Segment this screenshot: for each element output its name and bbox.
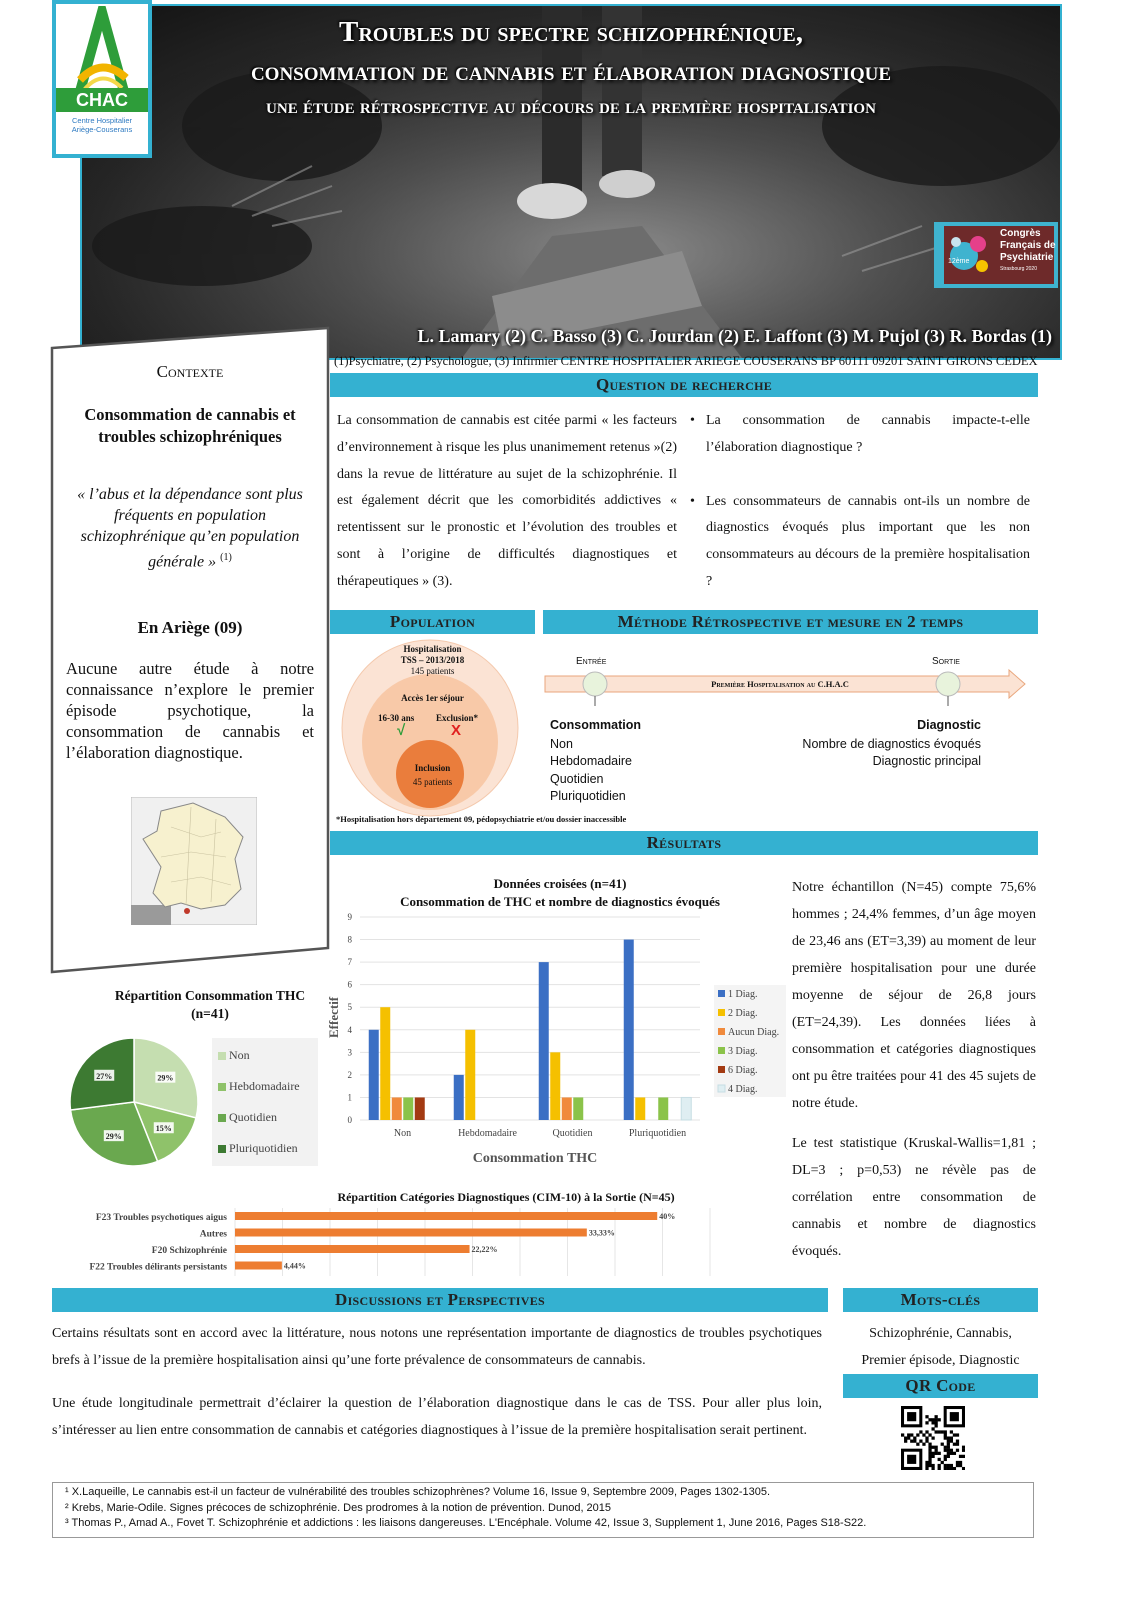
y-tick-label: 5 <box>347 1002 352 1013</box>
consommation-item: Pluriquotidien <box>550 788 626 803</box>
qr-module <box>907 1436 910 1439</box>
pie-chart-title <box>60 987 360 1023</box>
question-bullet-2: • Les consommateurs de cannabis ont-ils un nombre de diagnostics évoqués plus important que les non consommateurs au décours de la première hospitalisation ? <box>690 493 1030 589</box>
qr-module <box>928 1452 931 1455</box>
methode-entree: Entrée <box>576 656 607 667</box>
motscles-text <box>843 1320 1038 1374</box>
congress-edition: 12ème <box>948 258 970 265</box>
qr-module <box>953 1467 956 1470</box>
qr-module <box>925 1467 928 1470</box>
legend-swatch <box>718 1047 725 1054</box>
qr-module <box>925 1436 928 1439</box>
qr-module <box>919 1440 922 1443</box>
qr-module <box>947 1443 950 1446</box>
question-heading: Question de recherche <box>330 373 1038 397</box>
qr-module <box>919 1430 922 1433</box>
qr-module <box>947 1455 950 1458</box>
qr-module <box>947 1467 950 1470</box>
y-tick-label: 7 <box>347 957 352 968</box>
contexte-heading: Contexte <box>156 362 224 381</box>
population-age: 16-30 ans <box>378 713 415 723</box>
pie-legend-label: Non <box>229 1048 250 1062</box>
population-outer-line3: 145 patients <box>410 666 455 676</box>
qr-module <box>922 1443 925 1446</box>
x-tick-label: Pluriquotidien <box>628 1128 687 1139</box>
qr-module <box>928 1418 931 1421</box>
resultats-heading: Résultats <box>330 831 1038 855</box>
qr-module <box>938 1418 941 1421</box>
qr-module <box>947 1452 950 1455</box>
x-tick-label: Quotidien <box>552 1128 593 1139</box>
diagnostic-item: Diagnostic principal <box>872 754 981 769</box>
qr-module <box>959 1455 962 1458</box>
diagnostic-item: Nombre de diagnostics évoqués <box>802 737 981 751</box>
hbar-category-label: F20 Schizophrénie <box>151 1246 227 1256</box>
bar-chart-legend <box>714 985 786 1097</box>
qr-module <box>907 1433 910 1436</box>
bar-chart-subtitle: Consommation de THC et nombre de diagnostics évoqués <box>400 894 720 909</box>
y-tick-label: 6 <box>347 979 352 990</box>
qr-module <box>913 1436 916 1439</box>
qr-module <box>910 1440 913 1443</box>
qr-module <box>935 1418 938 1421</box>
x-tick-label: Non <box>393 1128 412 1139</box>
consommation-item: Quotidien <box>550 771 604 786</box>
qr-module <box>947 1449 950 1452</box>
hbar-value-label: 33,33% <box>588 1228 615 1238</box>
qr-module <box>925 1461 928 1464</box>
hbar-category-label: F22 Troubles délirants persistants <box>89 1262 227 1273</box>
pie-legend-swatch <box>218 1052 226 1060</box>
pie-value-label: 27% <box>96 1071 113 1081</box>
qr-module <box>944 1430 947 1433</box>
pie-legend-item <box>218 1110 277 1125</box>
population-outer-line1: Hospitalisation <box>403 644 462 654</box>
france-map <box>131 797 257 925</box>
qr-module <box>928 1458 931 1461</box>
qr-code[interactable] <box>901 1406 965 1470</box>
qr-module <box>962 1449 965 1452</box>
qr-module <box>953 1452 956 1455</box>
affiliations: (1)Psychiatre, (2) Psychologue, (3) Infirmier CENTRE HOSPITALIER ARIEGE COUSERANS BP 60111 09201 SAINT GIRONS CEDEX <box>334 354 1038 368</box>
diagnostic-title: Diagnostic <box>917 718 981 732</box>
hbar <box>235 1245 470 1253</box>
population-outer-line2: TSS – 2013/2018 <box>400 655 465 665</box>
qr-module <box>947 1446 950 1449</box>
y-tick-label: 9 <box>347 912 352 922</box>
congress-line2: Français de <box>1000 240 1056 251</box>
motscles-line1: Schizophrénie, Cannabis, <box>869 1326 1012 1341</box>
bar <box>539 962 549 1120</box>
bar <box>624 940 634 1120</box>
bar <box>392 1097 402 1120</box>
methode-arrow-label: Première Hospitalisation au C.H.A.C <box>711 679 849 689</box>
qr-module <box>928 1443 931 1446</box>
qr-module <box>944 1449 947 1452</box>
pie-legend-item <box>218 1141 298 1156</box>
qr-module <box>925 1421 928 1424</box>
qr-module <box>925 1415 928 1418</box>
pie-chart-title-text: Répartition Consommation THC <box>114 988 306 1003</box>
pie-legend-item <box>218 1048 250 1063</box>
bar-chart <box>330 905 790 1170</box>
qr-module <box>910 1433 913 1436</box>
bar-chart-title: Données croisées (n=41) <box>493 876 627 891</box>
title-line-2: consommation de cannabis et élaboration diagnostique <box>250 56 892 86</box>
pie-value-label: 29% <box>105 1132 122 1142</box>
header-banner <box>80 4 1062 360</box>
qr-module <box>925 1440 928 1443</box>
pie-legend-label: Quotidien <box>229 1110 277 1124</box>
bar <box>658 1097 668 1120</box>
legend-swatch <box>718 1085 725 1092</box>
qr-heading: QR Code <box>843 1374 1038 1398</box>
qr-module <box>959 1461 962 1464</box>
hbar-value-label: 22,22% <box>471 1245 498 1254</box>
qr-module <box>931 1446 934 1449</box>
methode-heading: Méthode Rétrospective et mesure en 2 temps <box>543 610 1038 634</box>
congress-line1: Congrès <box>1000 228 1041 239</box>
pie-legend-item <box>218 1079 300 1094</box>
references-box <box>52 1482 1034 1538</box>
qr-module <box>931 1452 934 1455</box>
qr-module <box>925 1464 928 1467</box>
qr-module <box>935 1449 938 1452</box>
qr-module <box>956 1449 959 1452</box>
chac-logo-line1: Centre Hospitalier <box>71 116 133 125</box>
hbar-category-label: Autres <box>199 1229 227 1240</box>
qr-module <box>944 1455 947 1458</box>
question-bullet-1: • La consommation de cannabis impacte-t-elle l’élaboration diagnostique ? <box>690 413 1030 455</box>
qr-module <box>935 1424 938 1427</box>
qr-module <box>944 1458 947 1461</box>
qr-module <box>916 1443 919 1446</box>
reference-item: ² Krebs, Marie-Odile. Signes précoces de schizophrénie. Des prodromes à la notion de prévention. Dunod, 2015 <box>65 1501 612 1514</box>
consommation-list <box>550 736 632 805</box>
qr-module <box>928 1433 931 1436</box>
qr-module <box>922 1433 925 1436</box>
bar <box>415 1097 425 1120</box>
qr-module <box>928 1464 931 1467</box>
population-inner-line1: Inclusion <box>414 763 451 773</box>
hbar-chart-title: Répartition Catégories Diagnostiques (CIM-10) à la Sortie (N=45) <box>337 1190 675 1204</box>
pie-legend-swatch <box>218 1083 226 1091</box>
qr-module <box>941 1461 944 1464</box>
qr-module <box>928 1455 931 1458</box>
legend-swatch <box>718 1009 725 1016</box>
population-footnote: *Hospitalisation hors département 09, pédopsychiatrie et/ou dossier inaccessible <box>336 814 627 824</box>
bar <box>465 1030 475 1120</box>
qr-module <box>931 1467 934 1470</box>
qr-module <box>962 1467 965 1470</box>
qr-module <box>931 1421 934 1424</box>
qr-module <box>931 1455 934 1458</box>
qr-module <box>956 1461 959 1464</box>
chac-logo-line2: Ariège-Couserans <box>71 125 133 134</box>
qr-module <box>904 1436 907 1439</box>
pie-legend-label: Hebdomadaire <box>229 1079 300 1093</box>
legend-label: 4 Diag. <box>728 1084 758 1095</box>
consommation-title: Consommation <box>550 718 641 732</box>
y-tick-label: 4 <box>347 1024 352 1035</box>
x-tick-label: Hebdomadaire <box>458 1128 517 1139</box>
qr-module <box>950 1467 953 1470</box>
bar <box>380 1007 390 1120</box>
qr-module <box>901 1433 904 1436</box>
qr-module <box>944 1436 947 1439</box>
reference-item: ³ Thomas P., Amad A., Fovet T. Schizophrénie et addictions : les liaisons dangereuses. L'Encéphale. Volume 42, Issue 3, Supplement 1, June 2016, Pages S18-S22. <box>65 1517 867 1529</box>
qr-module <box>962 1446 965 1449</box>
qr-module <box>947 1464 950 1467</box>
hbar-chart <box>50 1206 780 1278</box>
qr-module <box>956 1464 959 1467</box>
title-line-1: Troubles du spectre schizophrénique, <box>339 16 803 48</box>
y-tick-label: 8 <box>347 934 352 945</box>
qr-module <box>931 1436 934 1439</box>
qr-module <box>953 1433 956 1436</box>
bar <box>635 1097 645 1120</box>
contexte-subheading: Consommation de cannabis et troubles schizophréniques <box>84 405 296 446</box>
bar <box>454 1075 464 1120</box>
congress-logo <box>934 222 1058 288</box>
hbar-value-label: 40% <box>659 1212 676 1221</box>
qr-module <box>925 1430 928 1433</box>
title-line-3: une étude rétrospective au décours de la première hospitalisation <box>266 94 876 118</box>
legend-label: 2 Diag. <box>728 1008 758 1019</box>
qr-module <box>928 1446 931 1449</box>
bar <box>403 1097 413 1120</box>
qr-module <box>931 1464 934 1467</box>
congress-place: Strasbourg 2020 <box>1000 266 1037 272</box>
population-heading: Population <box>330 610 535 634</box>
qr-module <box>938 1464 941 1467</box>
pie-value-label: 29% <box>157 1073 174 1083</box>
region-text: Aucune autre étude à notre connaissance n’explore le premier épisode psychotique, la consommation de cannabis et l’élaboration diagnostique. <box>66 659 314 762</box>
legend-swatch <box>718 1066 725 1073</box>
check-icon: √ <box>397 722 406 739</box>
discussion-heading: Discussions et Perspectives <box>52 1288 828 1312</box>
question-text: La consommation de cannabis est citée parmi « les facteurs d’environnement à risque les plus unanimement retenus »(2) dans la revue de littérature au sujet de la schizophrénie. Il est également décrit que les comorbidités addictives « retentissent sur le pronostic et l’évolution des troubles et sont à l’origine de difficultés diagnostiques et thérapeutiques » (3). <box>337 413 677 589</box>
qr-module <box>950 1436 953 1439</box>
legend-label: 3 Diag. <box>728 1046 758 1057</box>
consommation-item: Hebdomadaire <box>550 754 632 769</box>
bar-chart-ylabel: Effectif <box>326 996 341 1038</box>
qr-module <box>938 1430 941 1433</box>
legend-swatch <box>718 990 725 997</box>
legend-label: 1 Diag. <box>728 989 758 1000</box>
reference-item: ¹ X.Laqueille, Le cannabis est-il un facteur de vulnérabilité des troubles schizophrènes? Volume 16, Issue 9, Septembre 2009, Pages 1302-1305. <box>65 1486 771 1498</box>
congress-line3: Psychiatrie <box>1000 252 1054 263</box>
diagnostic-list <box>760 736 981 771</box>
qr-finder-core <box>907 1455 916 1464</box>
qr-module <box>950 1440 953 1443</box>
qr-module <box>950 1430 953 1433</box>
hbar <box>235 1229 587 1237</box>
y-tick-label: 2 <box>347 1069 352 1080</box>
qr-module <box>935 1415 938 1418</box>
discussion-p2: Une étude longitudinale permettrait d’éclairer la question de l’élaboration diagnostique dans le cas de TSS. Pour aller plus loin, s’intéresser au lien entre consommation de cannabis et catégories diagnostiques à l’issue de la première hospitalisation serait pertinent. <box>52 1396 822 1438</box>
motscles-line2: Premier épisode, Diagnostic <box>861 1353 1020 1368</box>
qr-module <box>950 1464 953 1467</box>
qr-module <box>938 1452 941 1455</box>
qr-module <box>959 1464 962 1467</box>
qr-module <box>944 1464 947 1467</box>
chac-logo <box>52 0 152 158</box>
chac-logo-name: CHAC <box>56 88 148 112</box>
bar-chart-xlabel: Consommation THC <box>472 1151 598 1166</box>
cross-icon: X <box>451 722 462 739</box>
population-outer-label <box>330 644 535 677</box>
qr-module <box>947 1440 950 1443</box>
qr-module <box>904 1440 907 1443</box>
qr-module <box>938 1467 941 1470</box>
discussion-p1: Certains résultats sont en accord avec la littérature, nous notons une représentation importante de diagnostics de troubles psychotiques brefs à l’issue de la première hospitalisation ainsi qu’une forte prévalence de consommateurs de cannabis. <box>52 1326 822 1368</box>
qr-module <box>962 1455 965 1458</box>
qr-module <box>944 1446 947 1449</box>
qr-module <box>950 1449 953 1452</box>
qr-module <box>944 1467 947 1470</box>
hbar-category-label: F23 Troubles psychotiques aigus <box>95 1213 227 1223</box>
qr-module <box>944 1433 947 1436</box>
hbar <box>235 1212 657 1220</box>
pie-chart <box>62 1030 212 1170</box>
population-exclusion: Exclusion* <box>436 713 479 723</box>
motscles-heading: Mots-clés <box>843 1288 1038 1312</box>
contexte-quote: « l’abus et la dépendance sont plus fréquents en population schizophrénique qu’en population générale » $^{(1)}$ <box>77 486 303 571</box>
pie-value-label: 15% <box>155 1124 172 1134</box>
resultats-text-1: Notre échantillon (N=45) compte 75,6% hommes ; 24,4% femmes, d’un âge moyen de 23,46 ans (ET=3,39) au moment de leur première hospitalisation pour une durée moyenne de séjour de 26,8 jours (ET=24,39). Les données liées à consommation et catégories diagnostiques ont pu être traitées pour 41 des 45 sujets de notre étude. <box>792 880 1036 1111</box>
qr-module <box>938 1458 941 1461</box>
qr-module <box>941 1430 944 1433</box>
hbar-value-label: 4,44% <box>283 1261 306 1271</box>
pie-chart-subtitle: (n=41) <box>191 1006 229 1021</box>
pie-chart-legend <box>212 1038 318 1166</box>
legend-label: Aucun Diag. <box>728 1027 780 1038</box>
y-tick-label: 3 <box>347 1047 352 1058</box>
methode-sortie: Sortie <box>932 656 960 667</box>
qr-module <box>956 1440 959 1443</box>
pie-legend-swatch <box>218 1145 226 1153</box>
qr-finder-core <box>950 1412 959 1421</box>
question-bullets <box>690 408 1030 596</box>
bar <box>550 1052 560 1120</box>
bar <box>369 1030 379 1120</box>
qr-module <box>935 1452 938 1455</box>
pie-legend-label: Pluriquotidien <box>229 1141 298 1155</box>
bar <box>562 1097 572 1120</box>
qr-finder-core <box>907 1412 916 1421</box>
population-inner-label <box>330 761 535 789</box>
qr-module <box>935 1421 938 1424</box>
resultats-text-2: Le test statistique (Kruskal-Wallis=1,81 ; DL=3 ; p=0,53) ne révèle pas de corrélation entre consommation de cannabis et nombre de diagnostics évoqués. <box>792 1136 1036 1259</box>
legend-label: 6 Diag. <box>728 1065 758 1076</box>
qr-module <box>956 1433 959 1436</box>
population-inner-line2: 45 patients <box>412 777 453 787</box>
qr-module <box>941 1443 944 1446</box>
authors: L. Lamary (2) C. Basso (3) C. Jourdan (2) E. Laffont (3) M. Pujol (3) R. Bordas (1) <box>417 326 1052 346</box>
qr-module <box>953 1443 956 1446</box>
qr-module <box>913 1440 916 1443</box>
qr-module <box>928 1449 931 1452</box>
y-tick-label: 0 <box>347 1115 352 1125</box>
y-tick-label: 1 <box>347 1092 352 1103</box>
qr-module <box>931 1418 934 1421</box>
qr-module <box>950 1452 953 1455</box>
pie-legend-swatch <box>218 1114 226 1122</box>
qr-module <box>916 1433 919 1436</box>
qr-module <box>956 1443 959 1446</box>
contexte-quote-ref: (1) <box>220 552 232 563</box>
consommation-item: Non <box>550 737 573 751</box>
region-heading: En Ariège (09) <box>137 618 243 637</box>
bar <box>573 1097 583 1120</box>
qr-module <box>947 1436 950 1439</box>
qr-module <box>935 1446 938 1449</box>
ariege-marker <box>184 908 190 914</box>
legend-swatch <box>718 1028 725 1035</box>
bar <box>681 1097 691 1120</box>
qr-module <box>928 1461 931 1464</box>
population-mid-line1: Accès 1er séjour <box>401 693 464 703</box>
qr-module <box>935 1430 938 1433</box>
congress-logo-mark <box>946 228 998 282</box>
hbar <box>235 1262 282 1270</box>
qr-module <box>931 1427 934 1430</box>
